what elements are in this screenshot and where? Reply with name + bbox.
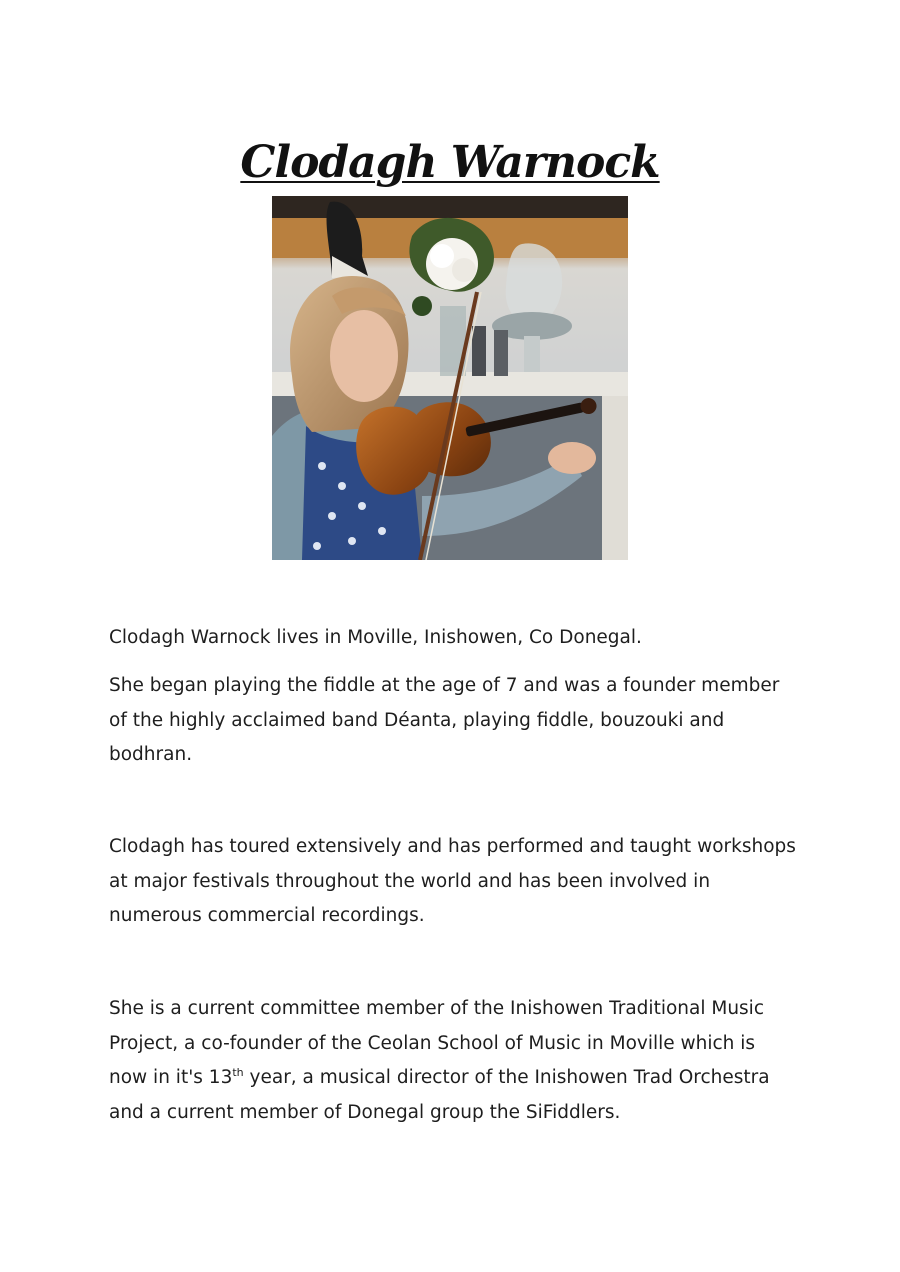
page-title [0,137,900,188]
paragraph-current-roles [109,992,799,1130]
ordinal-suffix: th [232,1065,244,1079]
portrait-photo [272,196,628,560]
paragraph-early-career: She began playing the fiddle at the age of 7 and was a founder member of the highly acclaimed band Déanta, playing fiddle, bouzouki and bodhran. [109,675,780,765]
paragraph-current-roles-part-a: She is a current committee member of the Inishowen Traditional Music Project, a co-founder of the Ceolan School of Music in Moville which is now in it's 13 [109,998,764,1088]
violinist-photo-icon [272,196,628,560]
paragraph-touring: Clodagh has toured extensively and has performed and taught workshops at major festivals throughout the world and has been involved in numerous commercial recordings. [109,836,796,926]
paragraph-intro: Clodagh Warnock lives in Moville, Inishowen, Co Donegal. [109,627,642,648]
page-title-text: Clodagh Warnock [240,137,660,189]
paragraph-current-roles-part-b: year, a musical director of the Inishowen Trad Orchestra and a current member of Donegal group the SiFiddlers. [109,1067,770,1123]
